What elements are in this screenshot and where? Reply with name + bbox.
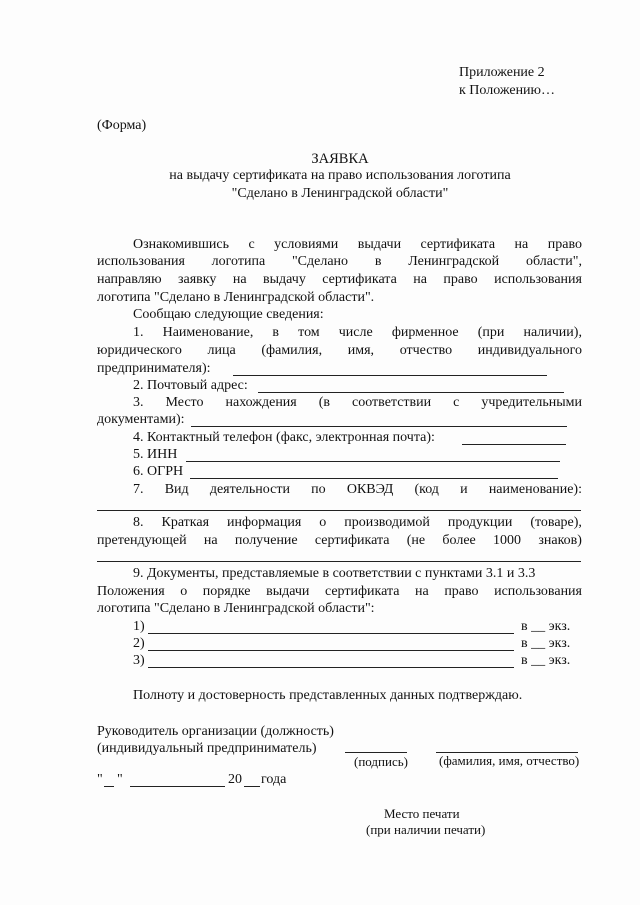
word: Положения	[97, 584, 165, 599]
signature-head-line-1: Руководитель организации (должность)	[97, 724, 334, 739]
doc-2-number: 2)	[133, 636, 145, 651]
word: выдачи	[266, 584, 310, 599]
inn-field[interactable]	[186, 461, 560, 462]
word: области",	[525, 254, 582, 269]
word: сертификата	[324, 584, 400, 599]
date-quote-close: "	[117, 772, 123, 787]
word: 3.	[133, 395, 144, 410]
word: выдачи	[357, 237, 402, 252]
ogrn-field[interactable]	[190, 478, 558, 479]
word: том	[298, 325, 320, 340]
word: сертификата	[420, 237, 496, 252]
item-8-line-2	[97, 532, 582, 550]
date-quote-open: "	[97, 772, 103, 787]
date-day-field[interactable]	[104, 786, 114, 787]
item-4-label: 4. Контактный телефон (факс, электронная почта):	[133, 430, 435, 445]
word: лица	[207, 343, 236, 358]
word: на	[514, 237, 529, 252]
item-9-line-1: 9. Документы, представляемые в соответствии с пунктами 3.1 и 3.3	[133, 566, 536, 581]
intro-line-1	[133, 236, 582, 254]
word: на	[232, 272, 247, 287]
doc-3-copies: в __ экз.	[521, 653, 571, 668]
word: претендующей	[97, 533, 187, 548]
word: о	[319, 515, 327, 530]
title-line-2: "Сделано в Ленинградской области"	[231, 186, 449, 201]
form-label: (Форма)	[97, 118, 147, 133]
word: в	[374, 254, 382, 269]
doc-2-field[interactable]	[148, 650, 514, 651]
word: ОКВЭД	[346, 482, 394, 497]
word: (при	[477, 325, 505, 340]
word: сертификата	[314, 533, 390, 548]
word: Краткая	[161, 515, 210, 530]
doc-1-copies: в __ экз.	[521, 619, 571, 634]
doc-2-copies: в __ экз.	[521, 636, 571, 651]
date-year-suffix: года	[261, 772, 287, 787]
item-9-line-2	[97, 583, 582, 601]
word: право	[547, 237, 582, 252]
item-5-label: 5. ИНН	[133, 447, 178, 462]
item-3-line-1	[133, 394, 582, 412]
word: право	[444, 584, 479, 599]
word: использования	[494, 584, 582, 599]
word: "Сделано	[291, 254, 349, 269]
word: Ознакомившись	[133, 237, 230, 252]
stamp-note-label: (при наличии печати)	[366, 822, 486, 837]
word: (не	[406, 533, 426, 548]
item-8-line-1	[133, 514, 582, 532]
word: на	[415, 584, 429, 599]
word: информация	[227, 515, 302, 530]
word: получение	[234, 533, 298, 548]
intro-line-4: логотипа "Сделано в Ленинградской области".	[97, 290, 375, 305]
appendix-line-1: Приложение 2	[459, 65, 545, 80]
word: нахождения	[225, 395, 297, 410]
word: знаков)	[538, 533, 582, 548]
word: использования	[494, 272, 582, 287]
page-title: ЗАЯВКА	[311, 151, 369, 167]
date-year-prefix: 20	[228, 772, 242, 787]
item-6-label: 6. ОГРН	[133, 464, 184, 479]
doc-3-field[interactable]	[148, 667, 514, 668]
item-3-line-2: документами):	[97, 412, 185, 427]
word: 1.	[133, 325, 144, 340]
word: сертификата	[322, 272, 397, 287]
title-line-1: на выдачу сертификата на право использования логотипа	[169, 168, 511, 183]
word: заявку	[177, 272, 217, 287]
word: имя,	[347, 343, 375, 358]
doc-1-field[interactable]	[148, 633, 514, 634]
date-month-field[interactable]	[130, 786, 225, 787]
doc-1-number: 1)	[133, 619, 145, 634]
contact-phone-field[interactable]	[462, 444, 566, 445]
word: 7.	[133, 482, 144, 497]
signature-label: (подпись)	[354, 754, 408, 769]
word: на	[413, 272, 427, 287]
word: 1000	[493, 533, 522, 548]
word: выдачу	[262, 272, 306, 287]
word: наименование):	[488, 482, 582, 497]
word: числе	[338, 325, 373, 340]
word: наличии),	[523, 325, 582, 340]
word: продукции	[447, 515, 513, 530]
item-1-line-2	[97, 342, 582, 360]
word: (в	[318, 395, 331, 410]
word: (код	[414, 482, 439, 497]
intro-line-3	[97, 271, 582, 289]
date-year-field[interactable]	[244, 786, 260, 787]
word: о	[180, 584, 188, 599]
word: по	[311, 482, 326, 497]
word: деятельности	[209, 482, 290, 497]
location-field[interactable]	[191, 426, 567, 427]
doc-3-number: 3)	[133, 653, 145, 668]
word: использования	[97, 254, 185, 269]
word: Вид	[164, 482, 189, 497]
word: соответствии	[352, 395, 432, 410]
stamp-place-label: Место печати	[384, 806, 460, 821]
full-name-label: (фамилия, имя, отчество)	[439, 753, 580, 768]
word: логотипа	[211, 254, 266, 269]
word: 8.	[133, 515, 144, 530]
word: с	[248, 237, 255, 252]
item-9-line-3: логотипа "Сделано в Ленинградской области":	[97, 601, 375, 616]
word: Наименование,	[162, 325, 254, 340]
word: направляю	[97, 272, 162, 287]
word: на	[203, 533, 218, 548]
word: с	[453, 395, 460, 410]
word: фирменное	[391, 325, 459, 340]
word: учредительными	[481, 395, 582, 410]
word: (фамилия,	[261, 343, 323, 358]
item-1-line-3: предпринимателя):	[97, 361, 211, 376]
word: Ленинградской	[408, 254, 500, 269]
confirmation-text: Полноту и достоверность представленных данных подтверждаю.	[133, 688, 523, 703]
name-field[interactable]	[233, 375, 547, 376]
product-info-field[interactable]	[97, 561, 581, 562]
word: Место	[165, 395, 204, 410]
word: в	[272, 325, 280, 340]
word: порядке	[202, 584, 251, 599]
word: и	[460, 482, 468, 497]
word: юридического	[97, 343, 182, 358]
word: (товаре),	[530, 515, 582, 530]
word: производимой	[344, 515, 430, 530]
intro-line-2	[97, 253, 582, 271]
signature-head-line-2: (индивидуальный предприниматель)	[97, 741, 317, 756]
item-2-label: 2. Почтовый адрес:	[133, 378, 248, 393]
appendix-line-2: к Положению…	[459, 83, 556, 98]
info-header: Сообщаю следующие сведения:	[133, 307, 324, 322]
item-7-line	[133, 481, 582, 499]
okved-field[interactable]	[97, 510, 581, 511]
word: условиями	[274, 237, 339, 252]
word: право	[443, 272, 478, 287]
word: более	[442, 533, 476, 548]
postal-address-field[interactable]	[258, 392, 564, 393]
word: индивидуального	[477, 343, 582, 358]
item-1-line-1	[133, 324, 582, 342]
word: отчество	[399, 343, 453, 358]
